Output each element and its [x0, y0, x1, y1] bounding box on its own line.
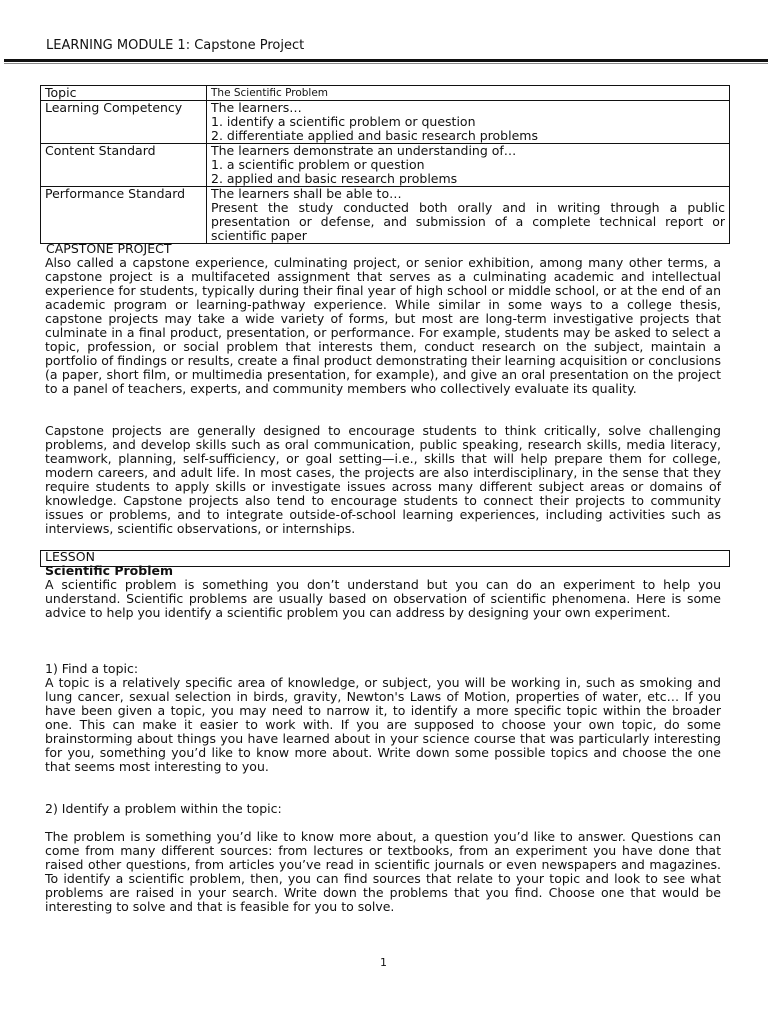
lesson-intro: A scientific problem is something you don’t understand but you can do an experiment to help you understand. Scientific problems are usually based on observation of scientific phenomena. Here is some advice to help you identify a scientific problem you can address by designing your own experiment.: [45, 577, 721, 620]
performance-standard-label: Performance Standard: [41, 187, 207, 244]
capstone-paragraph-1: Also called a capstone experience, culminating project, or senior exhibition, among many other terms, a capstone project is a multifaceted assignment that serves as a culminating academic and intellectual experience for students, typically during their final year of high school or middle school, or at the end of an academic program or learning-pathway experience. While similar in some ways to a college thesis, capstone projects may take a wide variety of forms, but most are long-term investigative projects that culminate in a final product, presentation, or performance. For example, students may be asked to select a topic, profession, or social problem that interests them, conduct research on the subject, maintain a portfolio of findings or results, create a final product demonstrating their learning acquisition or conclusions (a paper, short film, or multimedia presentation, for example), and give an oral presentation on the project to a panel of teachers, experts, and community members who collectively evaluate its quality.: [45, 255, 721, 396]
content-line: 1. a scientific problem or question: [211, 157, 425, 172]
content-line: The learners demonstrate an understanding of…: [211, 143, 517, 158]
content-standard-value: [207, 144, 730, 187]
competency-line: 1. identify a scientific problem or question: [211, 114, 476, 129]
performance-standard-value: [207, 187, 730, 244]
step2-heading: 2) Identify a problem within the topic:: [45, 801, 282, 816]
competency-line: 2. differentiate applied and basic research problems: [211, 128, 538, 143]
step2-text: The problem is something you’d like to know more about, a question you’d like to answer. Questions can come from many different sources: from lectures or textbooks, from an experiment you have done that raised other questions, from articles you’ve read in scientific journals or even newspapers and magazines. To identify a scientific problem, then, you can find sources that relate to your topic and look to see what problems are raised in your search. Write down the problems that you find. Choose one that would be interesting to solve and that is feasible for you to solve.: [45, 829, 721, 914]
step1-text: A topic is a relatively specific area of knowledge, or subject, you will be working in, such as smoking and lung cancer, sexual selection in birds, gravity, Newton's Laws of Motion, properties of water, etc… If you have been given a topic, you may need to narrow it, to identify a more specific topic within the broader one. This can make it easier to work with. If you are supposed to choose your own topic, do some brainstorming about things you have learned about in your science course that was particularly interesting for you, something you’d like to know more about. Write down some possible topics and choose the one that seems most interesting to you.: [45, 675, 721, 774]
topic-label: Topic: [41, 86, 207, 101]
content-standard-label: Content Standard: [41, 144, 207, 187]
topic-row: [41, 86, 730, 101]
performance-intro: The learners shall be able to…: [211, 186, 402, 201]
competency-value: [207, 101, 730, 144]
header-rule-thin: [4, 63, 768, 64]
capstone-paragraph-2: Capstone projects are generally designed to encourage students to think critically, solve challenging problems, and develop skills such as oral communication, public speaking, research skills, media literacy, teamwork, planning, self-sufficiency, or goal setting—i.e., skills that will help prepare them for college, modern careers, and adult life. In most cases, the projects are also interdisciplinary, in the sense that they require students to apply skills or investigate issues across many different subject areas or domains of knowledge. Capstone projects also tend to encourage students to connect their projects to community issues or problems, and to integrate outside-of-school learning experiences, including activities such as interviews, scientific observations, or internships.: [45, 423, 721, 536]
competency-line: The learners…: [211, 100, 302, 115]
capstone-heading: CAPSTONE PROJECT: [46, 241, 172, 256]
header-rule: [4, 59, 768, 62]
module-title: LEARNING MODULE 1: Capstone Project: [46, 38, 305, 53]
performance-standard-row: [41, 187, 730, 244]
content-line: 2. applied and basic research problems: [211, 171, 458, 186]
competency-row: [41, 101, 730, 144]
lesson-heading: LESSON: [45, 549, 95, 564]
learning-info-table: [40, 85, 730, 244]
content-standard-row: [41, 144, 730, 187]
page-number: 1: [380, 956, 387, 969]
step1-heading: 1) Find a topic:: [45, 661, 139, 676]
performance-text: Present the study conducted both orally and in writing through a public presentation or defense, and submission of a complete technical report or scientific paper: [211, 200, 725, 243]
topic-value: The Scientific Problem: [207, 86, 730, 101]
lesson-title: Scientific Problem: [45, 563, 174, 578]
competency-label: Learning Competency: [41, 101, 207, 144]
